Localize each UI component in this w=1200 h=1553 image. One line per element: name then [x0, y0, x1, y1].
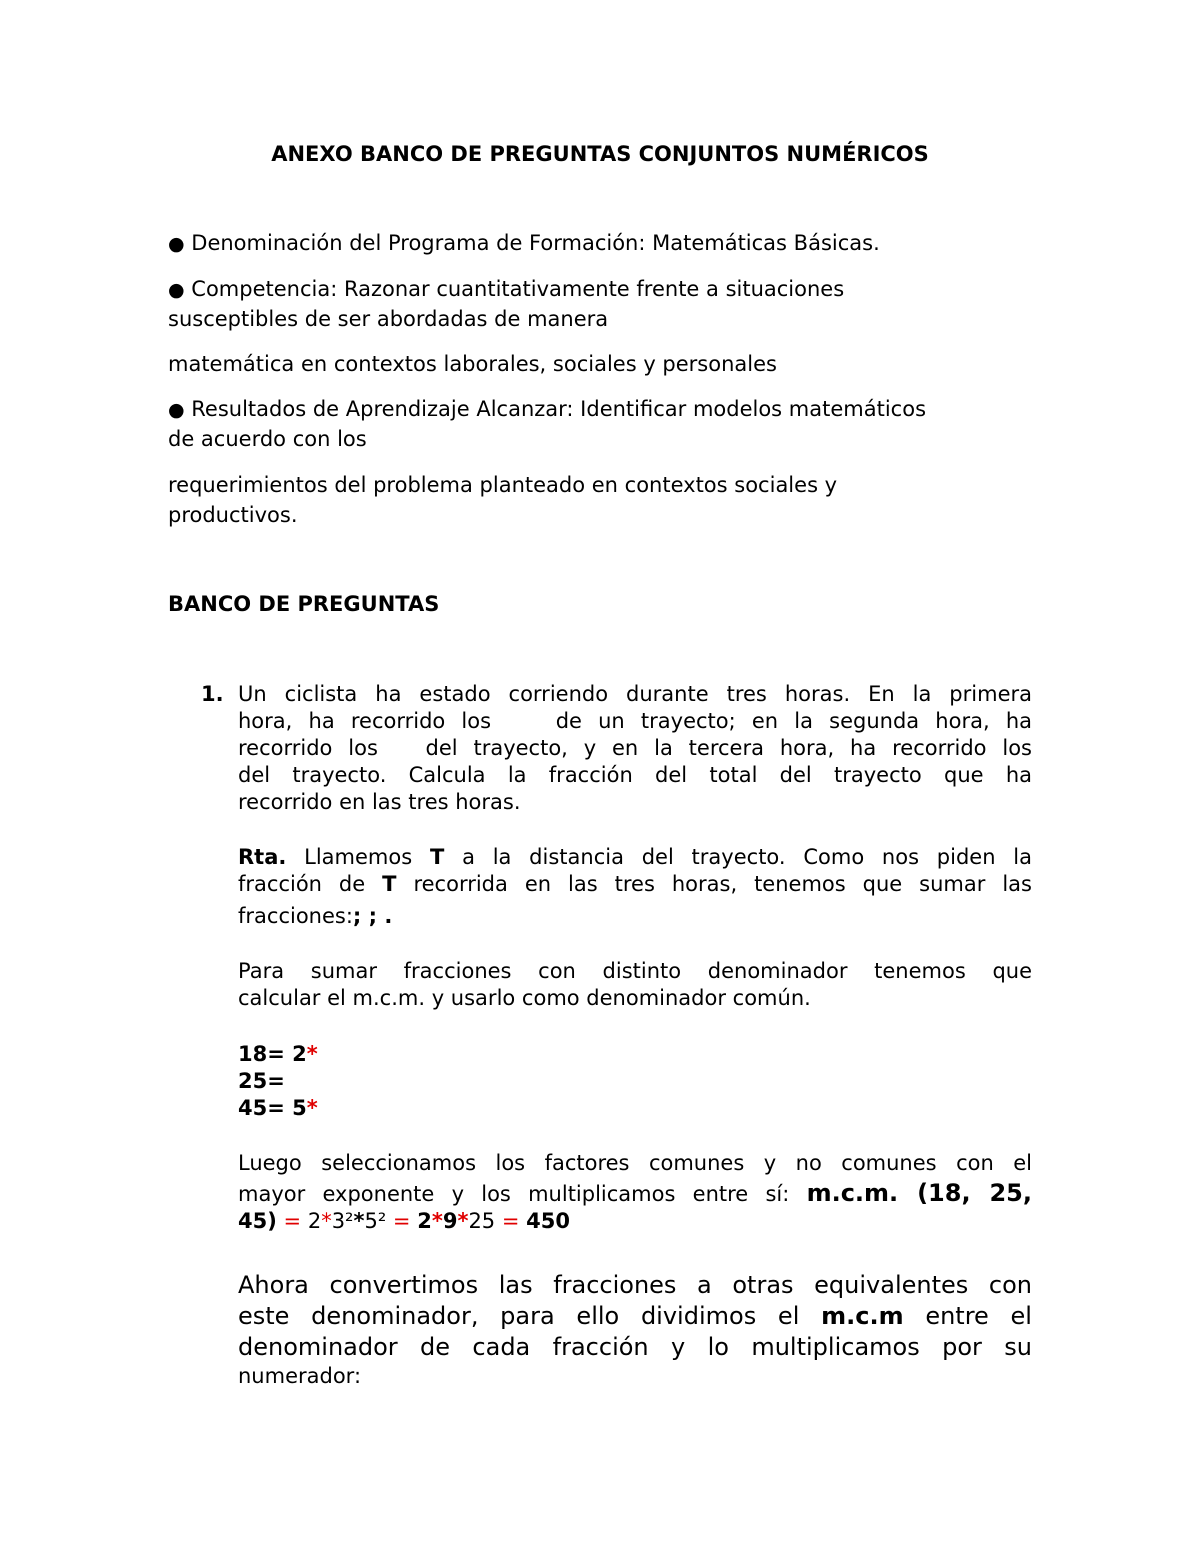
answer-line	[238, 844, 1032, 870]
factor-text: 3²	[331, 1209, 354, 1233]
multiply-symbol: *	[457, 1209, 469, 1233]
rta-label: Rta.	[238, 845, 287, 869]
equals-symbol: =	[392, 1209, 411, 1233]
equals-symbol: =	[283, 1209, 302, 1233]
bullet-text-continuation: susceptibles de ser abordadas de manera	[168, 307, 609, 331]
multiply-symbol: *	[306, 1042, 318, 1066]
mcm-label: m.c.m	[821, 1302, 904, 1330]
answer-line: denominador de cada fracción y lo multiplicamos por su	[238, 1333, 1032, 1361]
bullet-text-continuation: matemática en contextos laborales, sociales y personales	[168, 352, 777, 376]
factor-text: 25	[468, 1209, 496, 1233]
multiply-symbol: *	[431, 1209, 443, 1233]
question-number: 1.	[201, 682, 224, 706]
answer-text: fracción de	[238, 872, 366, 896]
factorization-25: 25=	[238, 1069, 285, 1093]
document-title: ANEXO BANCO DE PREGUNTAS CONJUNTOS NUMÉRICOS	[271, 142, 929, 166]
bullet-resultados	[168, 396, 926, 423]
answer-line: Ahora convertimos las fracciones a otras equivalentes con	[238, 1271, 1032, 1299]
factorization-45	[238, 1095, 318, 1121]
answer-line	[238, 903, 392, 929]
bullet-program	[168, 230, 880, 257]
answer-text: mayor exponente y los multiplicamos entre sí:	[238, 1182, 790, 1206]
mcm-result-line	[238, 1208, 570, 1234]
equals-symbol: =	[501, 1209, 520, 1233]
answer-line: Luego seleccionamos los factores comunes y no comunes con el	[238, 1151, 1032, 1175]
bullet-text-continuation: productivos.	[168, 503, 298, 527]
bullet-text-continuation: requerimientos del problema planteado en contextos sociales y	[168, 473, 838, 497]
answer-text: Llamemos	[304, 845, 413, 869]
factor-text: 45= 5	[238, 1096, 307, 1120]
answer-line	[238, 1178, 1032, 1209]
bullet-competencia	[168, 276, 844, 303]
answer-line: calcular el m.c.m. y usarlo como denominador común.	[238, 986, 811, 1010]
factor-text: 2	[307, 1209, 322, 1233]
question-line: recorrido en las tres horas.	[238, 790, 521, 814]
section-heading: BANCO DE PREGUNTAS	[168, 592, 440, 616]
answer-line: numerador:	[238, 1364, 362, 1388]
bullet-icon: ●	[168, 279, 185, 301]
question-line: Un ciclista ha estado corriendo durante tres horas. En la primera	[238, 682, 1032, 706]
mcm-expression: m.c.m. (18, 25,	[806, 1179, 1032, 1207]
factor-text: 2	[417, 1209, 432, 1233]
answer-text: fracciones:	[238, 904, 353, 928]
factor-text: 18= 2	[238, 1042, 307, 1066]
factorization-18	[238, 1041, 318, 1067]
bullet-text: Resultados de Aprendizaje Alcanzar: Identificar modelos matemáticos	[191, 397, 927, 421]
question-line: recorrido los del trayecto, y en la tercera hora, ha recorrido los	[238, 736, 1032, 760]
answer-text: entre el	[925, 1302, 1032, 1330]
answer-text: este denominador, para ello dividimos el	[238, 1302, 800, 1330]
question-line: del trayecto. Calcula la fracción del total del trayecto que ha	[238, 763, 1032, 787]
multiply-symbol: *	[353, 1209, 365, 1233]
bullet-text: Competencia: Razonar cuantitativamente frente a situaciones	[191, 277, 845, 301]
bullet-icon: ●	[168, 399, 185, 421]
question-line: hora, ha recorrido los de un trayecto; en la segunda hora, ha	[238, 709, 1032, 733]
answer-text: recorrida en las tres horas, tenemos que sumar las	[413, 872, 1032, 896]
variable-t: T	[382, 872, 397, 896]
multiply-symbol: *	[306, 1096, 318, 1120]
answer-text: a la distancia del trayecto. Como nos piden la	[462, 845, 1032, 869]
fraction-separators: ; ; .	[352, 904, 393, 928]
answer-line: Para sumar fracciones con distinto denominador tenemos que	[238, 959, 1032, 983]
factor-text: 5²	[364, 1209, 387, 1233]
variable-t: T	[429, 845, 445, 869]
multiply-symbol: *	[321, 1209, 332, 1233]
mcm-expression: 45)	[238, 1209, 277, 1233]
bullet-icon: ●	[168, 233, 185, 255]
bullet-text: Denominación del Programa de Formación: Matemáticas Básicas.	[191, 231, 880, 255]
answer-line	[238, 1301, 1032, 1331]
mcm-value: 450	[526, 1209, 570, 1233]
factor-text: 9	[442, 1209, 458, 1233]
answer-line	[238, 871, 1032, 897]
bullet-text-continuation: de acuerdo con los	[168, 427, 367, 451]
